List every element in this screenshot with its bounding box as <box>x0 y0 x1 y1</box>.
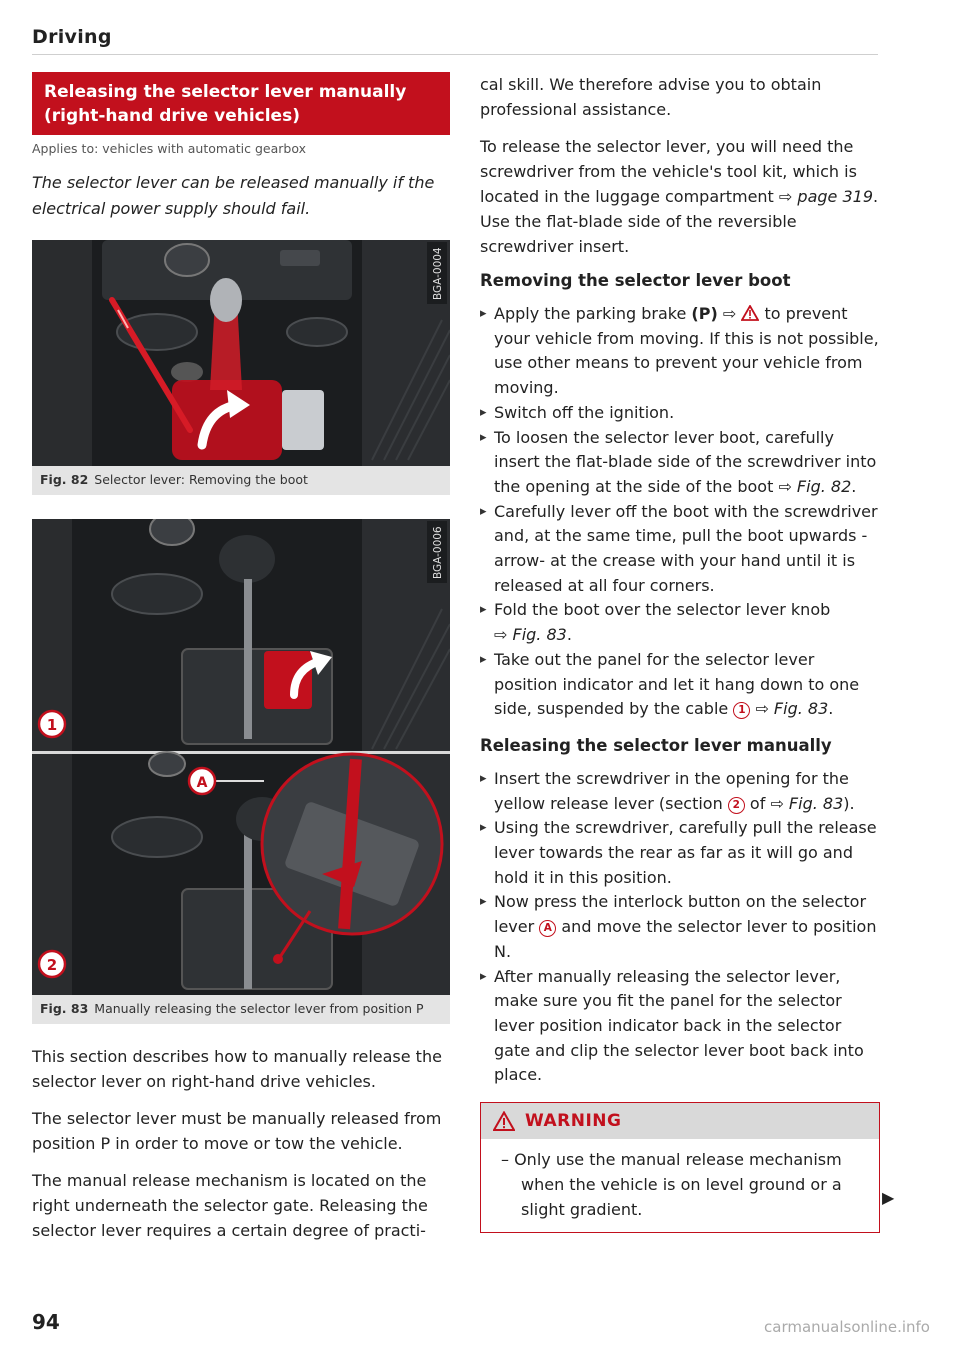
steps-releasing-lever <box>480 767 880 1088</box>
figure-83-label-2: 2 <box>46 956 58 974</box>
chapter-title: Driving <box>32 26 112 48</box>
right-paragraph-1: cal skill. We therefore advise you to obtain professional assistance. <box>480 75 822 119</box>
section-intro: The selector lever can be released manually if the electrical power supply should fail. <box>32 173 435 218</box>
right-column <box>480 72 880 1233</box>
figure-82-caption <box>32 466 450 495</box>
applies-to: Applies to: vehicles with automatic gearbox <box>32 141 306 156</box>
left-column <box>32 72 450 1255</box>
left-paragraph-2: The selector lever must be manually released from position P in order to move or tow the vehicle. <box>32 1109 442 1153</box>
figure-82-code: BGA-0004 <box>432 247 444 300</box>
warning-header <box>481 1103 879 1139</box>
figure-83-illustration <box>32 519 450 995</box>
callout-2-badge: 2 <box>728 797 745 814</box>
figure-reference-link[interactable]: ⇨ Fig. 83 <box>755 699 829 719</box>
left-paragraph-3: The manual release mechanism is located on the right underneath the selector gate. Releasing the selector lever requires a certain degree of practi- <box>32 1171 428 1240</box>
callout-a-badge: A <box>539 920 556 937</box>
warning-text: – Only use the manual release mechanism when the vehicle is on level ground or a slight gradient. <box>501 1150 842 1220</box>
list-item: ▸ Carefully lever off the boot with the screwdriver and, at the same time, pull the boot upwards -arrow- at the crease with your hand until it is released at all four corners. <box>480 500 880 599</box>
figure-83-code: BGA-0006 <box>432 526 444 579</box>
figure-83 <box>32 519 450 1024</box>
continue-arrow-icon: ▶ <box>882 1188 895 1207</box>
list-item: ▸ After manually releasing the selector lever, make sure you fit the panel for the selector lever position indicator back in the selector gate and clip the selector lever boot back into place. <box>480 965 880 1089</box>
warning-triangle-icon <box>493 1111 515 1131</box>
section-title <box>32 72 450 135</box>
warning-title: WARNING <box>525 1111 622 1132</box>
figure-83-caption-text: Manually releasing the selector lever from position P <box>94 1001 424 1016</box>
warning-triangle-icon <box>741 305 759 321</box>
list-item: ▸ Using the screwdriver, carefully pull the release lever towards the rear as far as it will go and hold it in this position. <box>480 816 880 890</box>
section-title-line1: Releasing the selector lever manually <box>44 82 407 102</box>
figure-reference-link[interactable]: ⇨ Fig. 83 <box>494 625 567 645</box>
watermark: carmanualsonline.info <box>764 1318 930 1336</box>
section-title-line2: (right-hand drive vehicles) <box>44 106 300 126</box>
figure-82-illustration <box>32 240 450 466</box>
figure-83-label-a: A <box>196 775 208 791</box>
figure-82-caption-text: Selector lever: Removing the boot <box>94 472 308 487</box>
steps-removing-boot <box>480 302 880 722</box>
left-paragraph-1: This section describes how to manually release the selector lever on right-hand drive vehicles. <box>32 1047 442 1091</box>
subheading-removing-boot: Removing the selector lever boot <box>480 271 791 290</box>
parking-brake-icon: (P) <box>691 304 718 323</box>
page-reference-link[interactable]: ⇨ page 319 <box>778 187 873 206</box>
list-item: ▸ Fold the boot over the selector lever knob ⇨ Fig. 83. <box>480 598 880 647</box>
warning-body <box>481 1139 879 1232</box>
list-item: ▸ Now press the interlock button on the selector lever A and move the selector lever to position N. <box>480 890 880 964</box>
subheading-releasing-manually: Releasing the selector lever manually <box>480 735 832 755</box>
callout-1-badge: 1 <box>733 702 750 719</box>
right-paragraph-2: To release the selector lever, you will need the screwdriver from the vehicle's tool kit, which is located in the luggage compartment ⇨ page 319. Use the flat-blade side of the reversible screwdriver insert. <box>480 137 879 256</box>
list-item: ▸ Take out the panel for the selector lever position indicator and let it hang down to one side, suspended by the cable 1 ⇨ Fig. 83. <box>480 648 880 722</box>
figure-reference-link[interactable]: ⇨ Fig. 82 <box>778 476 852 496</box>
page-header <box>32 26 878 55</box>
list-item: ▸ To loosen the selector lever boot, carefully insert the flat-blade side of the screwdriver into the opening at the side of the boot ⇨ Fig. 82. <box>480 426 880 500</box>
list-item: ▸ Apply the parking brake (P) ⇨ to prevent your vehicle from moving. If this is not possible, use other means to prevent your vehicle from moving. <box>480 302 880 401</box>
list-item: ▸ Insert the screwdriver in the opening for the yellow release lever (section 2 of ⇨ Fig. 83). <box>480 767 880 816</box>
page-number: 94 <box>32 1310 60 1334</box>
list-item: ▸ Switch off the ignition. <box>480 401 880 426</box>
figure-82 <box>32 240 450 495</box>
figure-82-number: Fig. 82 <box>40 472 89 487</box>
figure-83-number: Fig. 83 <box>40 1001 89 1016</box>
figure-83-label-1: 1 <box>46 716 58 734</box>
warning-box <box>480 1102 880 1233</box>
figure-reference-link[interactable]: ⇨ Fig. 83 <box>770 793 844 813</box>
figure-83-caption <box>32 995 450 1024</box>
